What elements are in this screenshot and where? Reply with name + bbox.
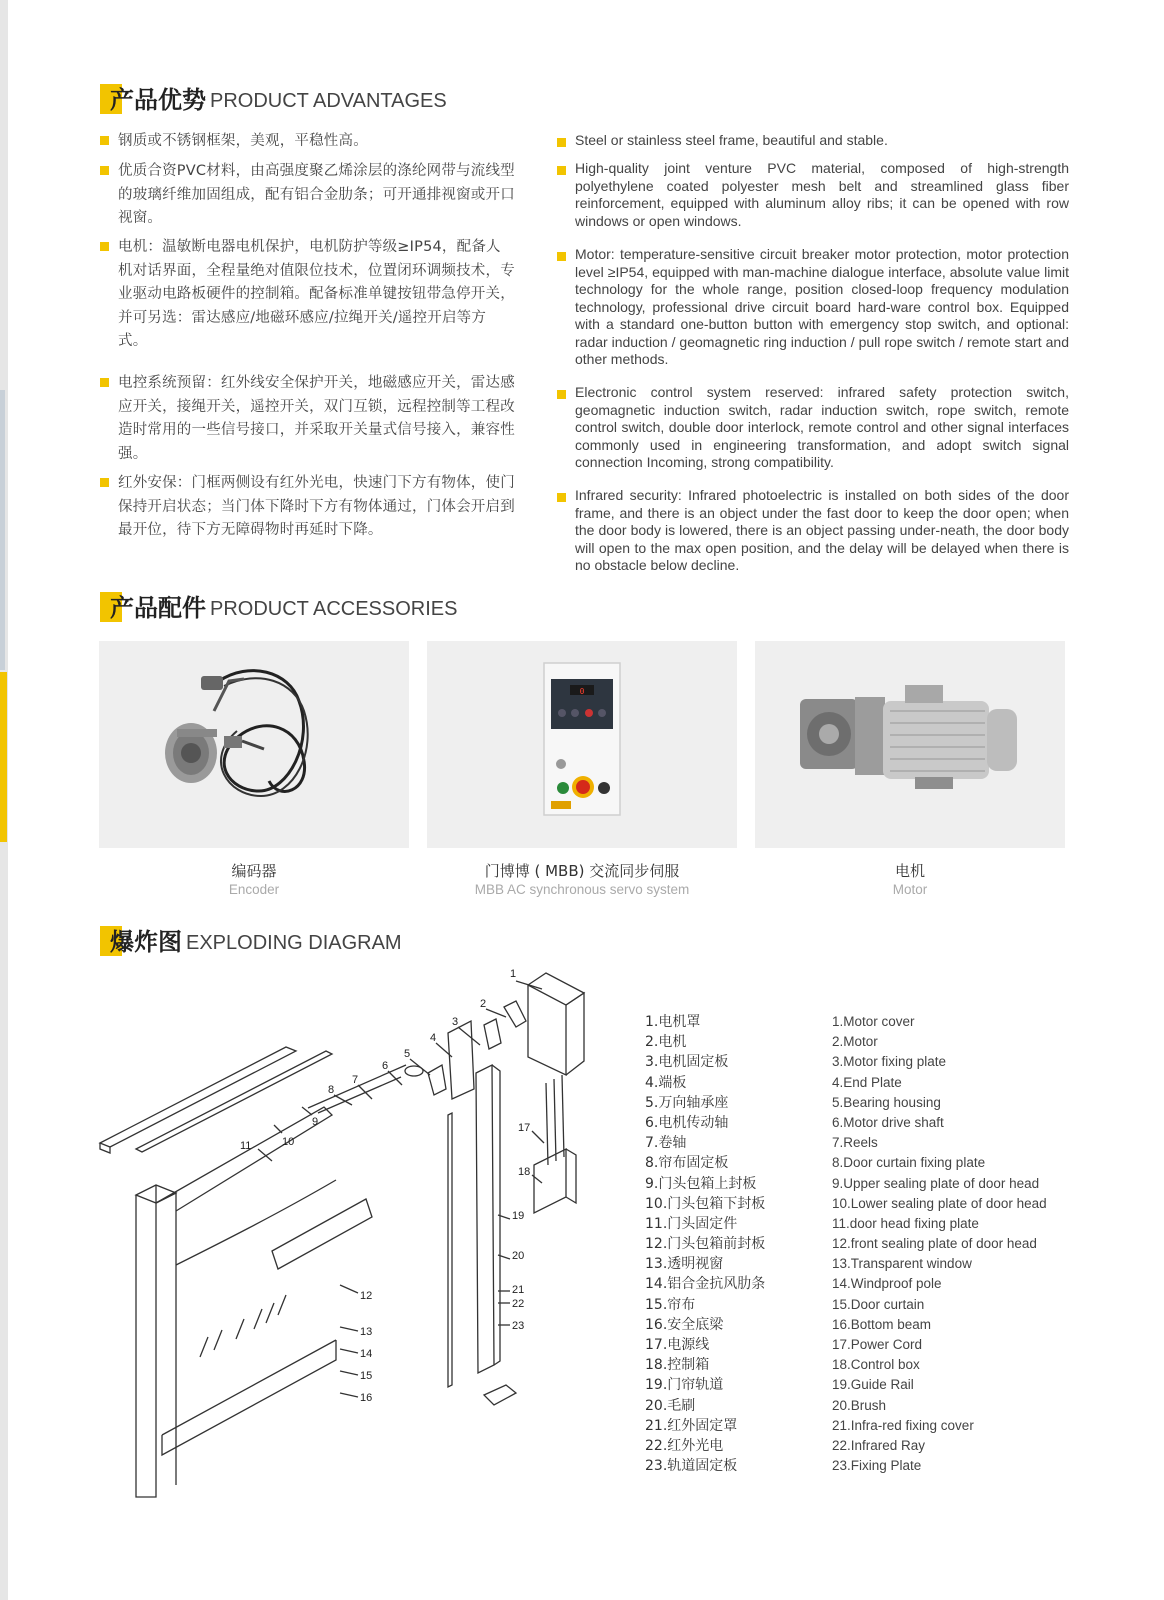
- exploded-door-diagram: [96, 965, 616, 1525]
- part-item: 14.铝合金抗风肋条: [645, 1276, 766, 1293]
- bullet-square-icon: [557, 166, 566, 175]
- part-item: 16.安全底梁: [645, 1316, 724, 1333]
- callout-label: 2: [480, 998, 487, 1010]
- part-item: 19.Guide Rail: [832, 1377, 914, 1393]
- part-item: 10.Lower sealing plate of door head: [832, 1195, 1047, 1211]
- part-item: 22.红外光电: [645, 1437, 724, 1454]
- advantage-text: 红外安保：门框两侧设有红外光电，快速门下方有物体，使门保持开启状态；当门体下降时下方有物体通过，门体会开启到最开位，待下方无障碍物时再延时下降。: [118, 475, 515, 538]
- part-item: 18.Control box: [832, 1357, 920, 1373]
- callout-label: 22: [512, 1298, 525, 1310]
- part-item: 9.Upper sealing plate of door head: [832, 1175, 1040, 1191]
- advantages-title-zh: 产品优势: [110, 86, 206, 114]
- bullet-square-icon: [100, 136, 109, 145]
- motor-icon: [755, 641, 1065, 848]
- callout-label: 23: [512, 1320, 525, 1332]
- part-item: 22.Infrared Ray: [832, 1437, 926, 1453]
- advantage-item-en: [557, 132, 888, 150]
- part-item: 5.万向轴承座: [645, 1094, 729, 1111]
- bullet-square-icon: [557, 138, 566, 147]
- part-item: 12.front sealing plate of door head: [832, 1236, 1037, 1252]
- part-item: 13.Transparent window: [832, 1256, 972, 1272]
- part-item: 5.Bearing housing: [832, 1094, 941, 1110]
- accessory-name-zh: 门博博 ( MBB) 交流同步伺服: [484, 862, 680, 880]
- advantage-item-zh: [100, 372, 515, 466]
- bullet-square-icon: [100, 378, 109, 387]
- parts-list-zh: [645, 1012, 765, 1476]
- callout-label: 19: [512, 1210, 525, 1222]
- control-box-icon: [427, 641, 737, 848]
- part-item: 23.Fixing Plate: [832, 1458, 922, 1474]
- accessory-name-en: Encoder: [228, 882, 280, 897]
- advantage-item-zh: [100, 236, 515, 354]
- accessory-card-control-box: [427, 641, 737, 848]
- part-item: 1.电机罩: [645, 1014, 701, 1030]
- part-item: 23.轨道固定板: [645, 1458, 738, 1475]
- bullet-square-icon: [100, 478, 109, 487]
- advantage-text: Steel or stainless steel frame, beautiful and stable.: [575, 132, 888, 148]
- accessory-name-zh: 编码器: [231, 862, 277, 880]
- diagram-title-en: EXPLODING DIAGRAM: [186, 932, 402, 954]
- advantage-text: Infrared security: Infrared photoelectric is installed on both sides of the door frame, and there is an object under the fast door to keep the door open; when the door body is lowered, there is an object passing under-neath, the door body will open to the max open position, and the delay will be delayed when there is no obstacle below decline.: [575, 487, 1069, 573]
- part-item: 2.电机: [645, 1034, 687, 1051]
- callout-label: 18: [518, 1166, 531, 1178]
- page-edge-accent: [0, 672, 7, 842]
- callout-label: 10: [282, 1136, 295, 1148]
- callout-label: 20: [512, 1250, 525, 1262]
- callout-label: 5: [404, 1048, 411, 1060]
- part-item: 13.透明视窗: [645, 1256, 724, 1273]
- advantage-text: 电机：温敏断电器电机保护，电机防护等级≥IP54，配备人机对话界面，全程量绝对值限位技术，位置闭环调频技术，专业驱动电路板硬件的控制箱。配备标准单键按钮带急停开关，并可另选：雷达感应/地磁环感应/拉绳开关/遥控开启等方式。: [118, 239, 515, 349]
- callout-label: 17: [518, 1122, 531, 1134]
- part-item: 16.Bottom beam: [832, 1316, 932, 1332]
- part-item: 15.帘布: [645, 1296, 696, 1313]
- part-item: 15.Door curtain: [832, 1296, 925, 1312]
- callout-label: 16: [360, 1392, 373, 1404]
- part-item: 17.电源线: [645, 1337, 710, 1353]
- advantage-text: 优质合资PVC材料，由高强度聚乙烯涂层的涤纶网带与流线型的玻璃纤维加固组成，配有铝合金肋条；可开通排视窗或开口视窗。: [118, 163, 515, 226]
- accessories-heading: [100, 590, 457, 624]
- advantage-item-en: [557, 246, 1069, 369]
- part-item: 9.门头包箱上封板: [645, 1175, 757, 1192]
- advantages-title-en: PRODUCT ADVANTAGES: [210, 90, 447, 112]
- part-item: 21.Infra-red fixing cover: [832, 1417, 974, 1433]
- part-item: 4.End Plate: [832, 1074, 902, 1090]
- callout-label: 15: [360, 1370, 373, 1382]
- callout-label: 9: [312, 1116, 319, 1128]
- part-item: 17.Power Cord: [832, 1337, 923, 1352]
- callout-label: 7: [352, 1074, 359, 1086]
- accessory-name-en: Motor: [892, 882, 928, 897]
- advantage-item-zh: [100, 130, 368, 154]
- advantage-text: High-quality joint venture PVC material, composed of high-strength polyethylene coated polyester mesh belt and streamlined glass fiber reinforcement, equipped with aluminum alloy ribs; it can be opened with row windows or open windows.: [575, 160, 1069, 229]
- part-item: 7.Reels: [832, 1135, 878, 1151]
- part-item: 8.Door curtain fixing plate: [832, 1155, 986, 1171]
- advantage-item-en: [557, 384, 1069, 472]
- advantage-item-en: [557, 160, 1069, 230]
- accessories-title-en: PRODUCT ACCESSORIES: [210, 598, 458, 620]
- callout-label: 11: [240, 1140, 252, 1152]
- callout-label: 4: [430, 1032, 437, 1044]
- accessory-name-en: MBB AC synchronous servo system: [474, 882, 690, 897]
- part-item: 1.Motor cover: [832, 1014, 915, 1029]
- part-item: 3.电机固定板: [645, 1054, 729, 1071]
- part-item: 10.门头包箱下封板: [645, 1195, 766, 1212]
- advantage-item-zh: [100, 472, 515, 543]
- control-box-display: 0: [579, 687, 585, 696]
- part-item: 6.Motor drive shaft: [832, 1114, 944, 1130]
- accessory-name-zh: 电机: [894, 862, 925, 880]
- callout-label: 6: [382, 1060, 389, 1072]
- bullet-square-icon: [557, 493, 566, 502]
- accessory-card-motor: [755, 641, 1065, 848]
- advantage-text: Electronic control system reserved: infrared safety protection switch, geomagnetic induction switch, radar induction switch, rope switch, remote control switch, double door interlock, remote control and other signal interfaces commonly used in engineering transformation, and adopt switch signal connection Incoming, strong compatibility.: [575, 384, 1069, 470]
- part-item: 14.Windproof pole: [832, 1276, 942, 1292]
- part-item: 21.红外固定罩: [645, 1417, 738, 1434]
- advantage-text: 电控系统预留：红外线安全保护开关，地磁感应开关，雷达感应开关，接绳开关，遥控开关，双门互锁，远程控制等工程改造时常用的一些信号接口，并采取开关量式信号接入，兼容性强。: [118, 375, 515, 462]
- part-item: 7.卷轴: [645, 1135, 687, 1152]
- advantage-item-en: [557, 487, 1069, 575]
- bullet-square-icon: [100, 166, 109, 175]
- callout-label: 14: [360, 1348, 373, 1360]
- advantage-text: Motor: temperature-sensitive circuit breaker motor protection, motor protection level ≥IP54, equipped with man-machine dialogue interface, absolute value limit technology for the whole range, position closed-loop frequency modulation technology, professional drive circuit board hard-ware control box. Equipped with a standard one-button button with emergency stop switch, and optional: radar induction / geomagnetic ring induction / pull rope switch / remote start and other methods.: [575, 246, 1069, 367]
- callout-label: 3: [452, 1016, 459, 1028]
- part-item: 20.毛刷: [645, 1397, 696, 1414]
- part-item: 3.Motor fixing plate: [832, 1054, 947, 1070]
- part-item: 8.帘布固定板: [645, 1155, 729, 1172]
- part-item: 12.门头包箱前封板: [645, 1236, 766, 1253]
- encoder-icon: [99, 641, 409, 848]
- bullet-square-icon: [557, 252, 566, 261]
- parts-list-en: [832, 1012, 1047, 1476]
- accessories-title-zh: 产品配件: [110, 594, 206, 622]
- advantage-item-zh: [100, 160, 515, 231]
- part-item: 18.控制箱: [645, 1357, 710, 1374]
- part-item: 11.门头固定件: [645, 1215, 738, 1232]
- accessory-card-encoder: [99, 641, 409, 848]
- advantage-text: 钢质或不锈钢框架，美观，平稳性高。: [118, 133, 368, 149]
- callout-label: 8: [328, 1084, 335, 1096]
- part-item: 20.Brush: [832, 1397, 887, 1413]
- bullet-square-icon: [557, 390, 566, 399]
- bullet-square-icon: [100, 242, 109, 251]
- callout-label: 12: [360, 1290, 373, 1302]
- advantages-heading: [100, 82, 447, 116]
- part-item: 6.电机传动轴: [645, 1114, 729, 1131]
- diagram-heading: [100, 924, 402, 958]
- callout-label: 21: [512, 1284, 525, 1296]
- diagram-title-zh: 爆炸图: [110, 928, 182, 956]
- part-item: 4.端板: [645, 1074, 687, 1091]
- callout-label: 13: [360, 1326, 373, 1338]
- part-item: 2.Motor: [832, 1034, 878, 1050]
- callout-label: 1: [510, 968, 517, 980]
- page-edge-blue: [0, 390, 5, 670]
- part-item: 11.door head fixing plate: [832, 1215, 979, 1231]
- part-item: 19.门帘轨道: [645, 1377, 724, 1394]
